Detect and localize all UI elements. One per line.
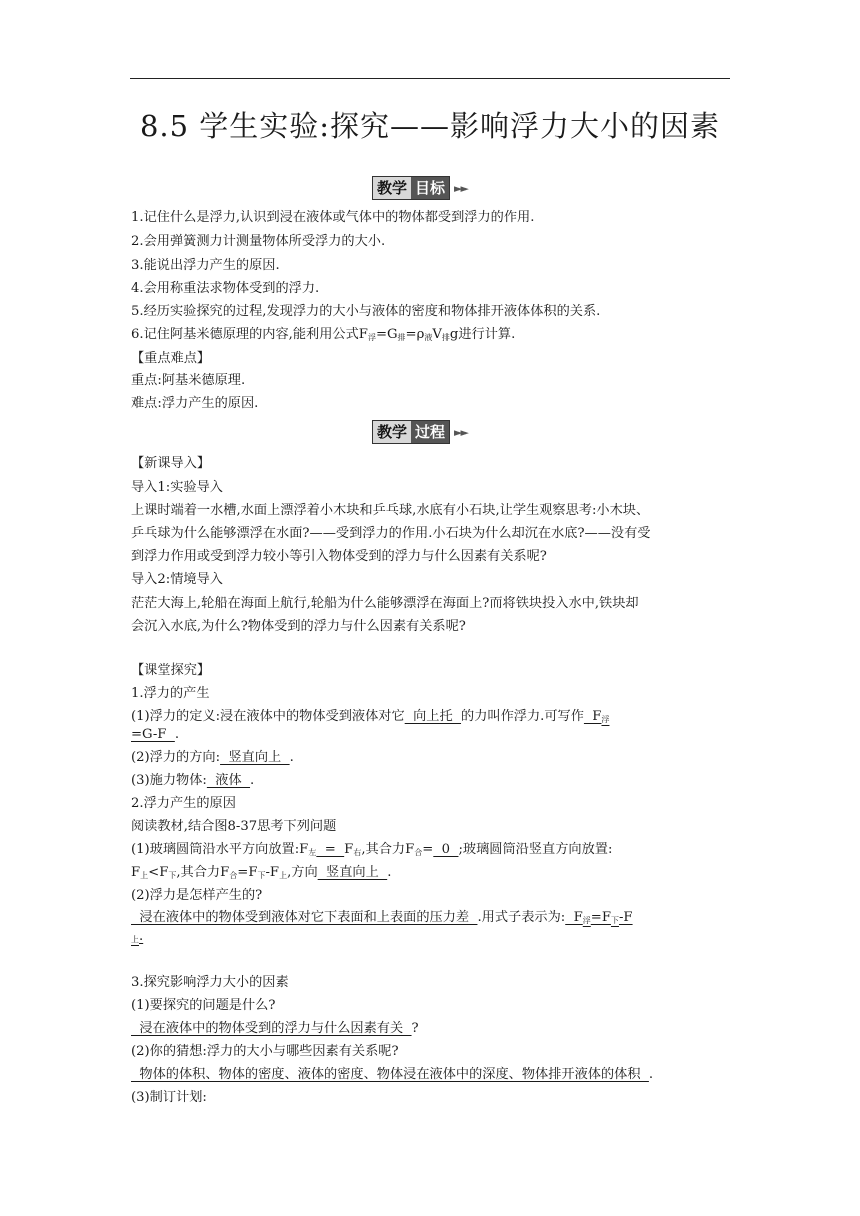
goal-line: 3.能说出浮力产生的原因.: [131, 258, 280, 273]
answer-blank: 竖直向上: [317, 865, 388, 880]
double-arrow-icon: ►►: [454, 425, 467, 439]
goal-line: 1.记住什么是浮力,认识到浸在液体或气体中的物体都受到浮力的作用.: [131, 210, 535, 225]
answer-blank: 浸在液体中的物体受到液体对它下表面和上表面的压力差: [131, 910, 478, 925]
question-line: (3)制订计划:: [131, 1090, 207, 1105]
header-rule: [130, 78, 730, 79]
question-line: (2)你的猜想:浮力的大小与哪些因素有关系呢?: [131, 1044, 399, 1059]
intro2-title: 导入2:情境导入: [131, 572, 223, 587]
question-line-cont: $F_上<F_下$,其合力$F_合=F_下-F_上$,方向 竖直向上 .: [131, 865, 392, 880]
intro1-title: 导入1:实验导入: [131, 480, 223, 495]
paragraph-line: 到浮力作用或受到浮力较小等引入物体受到的浮力与什么因素有关系呢?: [131, 549, 547, 564]
paragraph-line: 茫茫大海上,轮船在海面上航行,轮船为什么能够漂浮在海面上?而将铁块投入水中,铁块却: [131, 596, 639, 611]
answer-blank: 向上托: [404, 709, 462, 724]
section-badge-process: [372, 419, 467, 445]
badge-left: 教学: [377, 423, 408, 441]
badge-right: 目标: [411, 177, 449, 199]
section-title: 2.浮力产生的原因: [131, 796, 236, 811]
goal-line: 2.会用弹簧测力计测量物体所受浮力的大小.: [131, 234, 386, 249]
answer-blank: 物体的体积、物体的密度、液体的密度、物体浸在液体中的深度、物体排开液体的体积: [131, 1067, 649, 1082]
answer-line-cont: $_上$.: [131, 929, 144, 944]
answer-blank: 浸在液体中的物体受到的浮力与什么因素有关: [131, 1021, 412, 1036]
double-arrow-icon: ►►: [454, 181, 467, 195]
paragraph-line: 乒乓球为什么能够漂浮在水面?——受到浮力的作用.小石块为什么却沉在水底?——没有受: [131, 526, 651, 541]
answer-blank: =G-F: [131, 727, 175, 742]
goal-line: 4.会用称重法求物体受到的浮力.: [131, 281, 320, 296]
paragraph-line: 会沉入水底,为什么?物体受到的浮力与什么因素有关系呢?: [131, 619, 466, 634]
question-line: (2)浮力的方向: 竖直向上 .: [131, 750, 294, 765]
question-line: (3)施力物体: 液体 .: [131, 773, 255, 788]
explore-heading: 【课堂探究】: [131, 663, 211, 678]
answer-blank: 竖直向上: [220, 750, 290, 765]
answer-blank: 0: [433, 842, 459, 857]
question-line: (1)要探究的问题是什么?: [131, 998, 276, 1013]
answer-line: 浸在液体中的物体受到的浮力与什么因素有关 ?: [131, 1021, 419, 1036]
answer-blank: F: [583, 709, 602, 724]
answer-blank: 液体: [206, 773, 251, 788]
question-line: (1)浮力的定义:浸在液体中的物体受到液体对它 向上托 的力叫作浮力.可写作 $F_浮$: [131, 709, 610, 724]
goal-line-formula: 6.记住阿基米德原理的内容,能利用公式$F_浮=G_排=\rho_液V_排g$进行计算.: [131, 327, 516, 342]
badge-box: [372, 420, 450, 444]
paragraph-line: 上课时端着一水槽,水面上漂浮着小木块和乒乓球,水底有小石块,让学生观察思考:小木块、: [131, 503, 650, 518]
intro-heading: 【新课导入】: [131, 456, 211, 471]
instruction-line: 阅读教材,结合图8-37思考下列问题: [131, 819, 337, 834]
question-line-cont: =G-F .: [131, 727, 180, 742]
answer-blank: =: [316, 842, 345, 857]
badge-box: [372, 176, 450, 200]
answer-line: 物体的体积、物体的密度、液体的密度、物体浸在液体中的深度、物体排开液体的体积 .: [131, 1067, 654, 1082]
page-title: 8.5 学生实验:探究——影响浮力大小的因素: [139, 109, 721, 143]
badge-right: 过程: [411, 421, 449, 443]
answer-line: 浸在液体中的物体受到液体对它下表面和上表面的压力差 .用式子表示为: $F_浮=F_下-F$: [131, 910, 633, 925]
section-title: 3.探究影响浮力大小的因素: [131, 975, 289, 990]
difficult-point: 难点:浮力产生的原因.: [131, 396, 259, 411]
section-badge-goals: [372, 175, 467, 201]
key-point: 重点:阿基米德原理.: [131, 373, 246, 388]
goal-line: 5.经历实验探究的过程,发现浮力的大小与液体的密度和物体排开液体体积的关系.: [131, 304, 601, 319]
question-line: (2)浮力是怎样产生的?: [131, 888, 263, 903]
question-line: (1)玻璃圆筒沿水平方向放置$:F_左 = F_右$,其合力$F_合= 0$ ;玻璃圆筒沿竖直方向放置:: [131, 842, 613, 857]
key-heading: 【重点难点】: [131, 351, 211, 366]
section-title: 1.浮力的产生: [131, 686, 210, 701]
badge-left: 教学: [377, 179, 408, 197]
answer-blank: F: [565, 910, 583, 925]
